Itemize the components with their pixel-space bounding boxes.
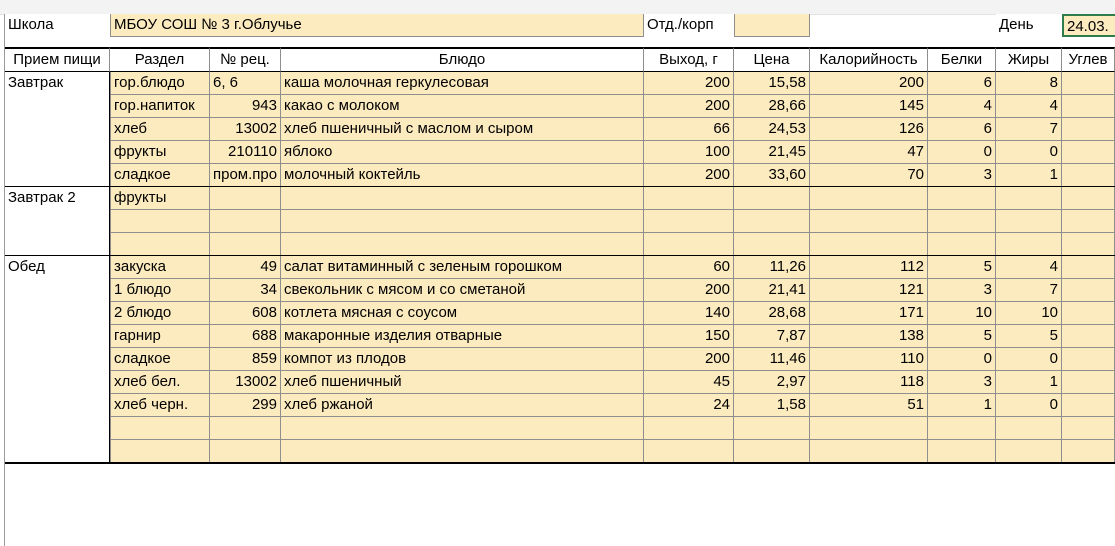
table-cell[interactable] bbox=[281, 417, 644, 440]
table-cell[interactable] bbox=[810, 233, 928, 256]
table-cell[interactable]: 0 bbox=[928, 348, 996, 371]
meal-name[interactable]: Обед bbox=[5, 256, 110, 279]
table-cell[interactable]: 24,53 bbox=[734, 118, 810, 141]
dept-label: Отд./корп bbox=[644, 14, 734, 37]
table-cell[interactable] bbox=[810, 417, 928, 440]
table-cell[interactable]: фрукты bbox=[110, 141, 210, 164]
table-cell[interactable]: 112 bbox=[810, 256, 928, 279]
table-cell[interactable] bbox=[734, 440, 810, 463]
table-cell[interactable]: 13002 bbox=[210, 118, 281, 141]
table-cell[interactable]: 7 bbox=[996, 118, 1062, 141]
table-cell[interactable]: хлеб черн. bbox=[110, 394, 210, 417]
table-cell[interactable]: 6 bbox=[928, 72, 996, 95]
table-cell[interactable]: 140 bbox=[644, 302, 734, 325]
table-cell[interactable] bbox=[810, 210, 928, 233]
table-cell[interactable]: 859 bbox=[210, 348, 281, 371]
table-cell[interactable]: 100 bbox=[644, 141, 734, 164]
table-cell-carbs[interactable] bbox=[1062, 302, 1115, 325]
table-cell-carbs[interactable] bbox=[1062, 256, 1115, 279]
table-cell[interactable]: 3 bbox=[928, 371, 996, 394]
table-cell[interactable]: 200 bbox=[644, 279, 734, 302]
table-cell[interactable] bbox=[810, 187, 928, 210]
table-cell[interactable] bbox=[281, 187, 644, 210]
table-cell[interactable]: 200 bbox=[644, 164, 734, 187]
table-cell[interactable] bbox=[644, 440, 734, 463]
table-cell[interactable]: 138 bbox=[810, 325, 928, 348]
table-cell[interactable]: 47 bbox=[810, 141, 928, 164]
table-cell-carbs[interactable] bbox=[1062, 233, 1115, 256]
table-cell[interactable] bbox=[928, 187, 996, 210]
table-cell-carbs[interactable] bbox=[1062, 440, 1115, 463]
meal-column-border bbox=[109, 256, 110, 463]
table-cell[interactable] bbox=[996, 233, 1062, 256]
table-cell[interactable]: 118 bbox=[810, 371, 928, 394]
table-cell[interactable]: 10 bbox=[928, 302, 996, 325]
day-label: День bbox=[996, 14, 1062, 37]
column-header[interactable]: Прием пищи bbox=[5, 47, 110, 72]
table-cell[interactable]: 0 bbox=[996, 348, 1062, 371]
table-cell-carbs[interactable] bbox=[1062, 371, 1115, 394]
table-cell[interactable]: 11,46 bbox=[734, 348, 810, 371]
table-cell[interactable]: 150 bbox=[644, 325, 734, 348]
table-cell[interactable]: 1 bbox=[996, 164, 1062, 187]
table-cell[interactable]: 6, 6 bbox=[210, 72, 281, 95]
table-cell[interactable] bbox=[110, 233, 210, 256]
table-cell[interactable]: яблоко bbox=[281, 141, 644, 164]
table-cell[interactable]: сладкое bbox=[110, 348, 210, 371]
table-cell[interactable]: 121 bbox=[810, 279, 928, 302]
day-value-cell[interactable]: 24.03. bbox=[1062, 14, 1115, 37]
group-separator bbox=[5, 462, 1115, 464]
table-cell[interactable] bbox=[644, 233, 734, 256]
table-cell[interactable]: 608 bbox=[210, 302, 281, 325]
table-cell[interactable]: фрукты bbox=[110, 187, 210, 210]
table-cell[interactable]: гарнир bbox=[110, 325, 210, 348]
table-cell[interactable]: 299 bbox=[210, 394, 281, 417]
table-cell[interactable]: какао с молоком bbox=[281, 95, 644, 118]
table-cell[interactable]: 34 bbox=[210, 279, 281, 302]
table-cell[interactable] bbox=[644, 187, 734, 210]
table-cell[interactable]: 200 bbox=[644, 95, 734, 118]
table-cell[interactable]: закуска bbox=[110, 256, 210, 279]
table-cell[interactable]: 49 bbox=[210, 256, 281, 279]
table-cell[interactable] bbox=[928, 210, 996, 233]
table-cell[interactable]: 33,60 bbox=[734, 164, 810, 187]
table-cell[interactable] bbox=[810, 440, 928, 463]
column-header[interactable]: Выход, г bbox=[644, 47, 734, 72]
school-name-cell[interactable]: МБОУ СОШ № 3 г.Облучье bbox=[110, 14, 644, 37]
table-cell-carbs[interactable] bbox=[1062, 417, 1115, 440]
table-cell[interactable]: макаронные изделия отварные bbox=[281, 325, 644, 348]
table-cell[interactable]: 200 bbox=[644, 348, 734, 371]
table-cell[interactable] bbox=[210, 187, 281, 210]
table-cell[interactable]: 70 bbox=[810, 164, 928, 187]
table-cell[interactable]: 1 bbox=[928, 394, 996, 417]
table-cell[interactable] bbox=[644, 210, 734, 233]
table-cell[interactable]: 15,58 bbox=[734, 72, 810, 95]
table-cell[interactable]: 60 bbox=[644, 256, 734, 279]
column-header[interactable]: Жиры bbox=[996, 47, 1062, 72]
column-header[interactable]: Раздел bbox=[110, 47, 210, 72]
table-cell[interactable]: 5 bbox=[928, 256, 996, 279]
table-cell[interactable]: 4 bbox=[996, 95, 1062, 118]
table-cell[interactable]: 51 bbox=[810, 394, 928, 417]
table-cell-carbs[interactable] bbox=[1062, 210, 1115, 233]
table-cell[interactable]: 24 bbox=[644, 394, 734, 417]
table-cell[interactable]: 45 bbox=[644, 371, 734, 394]
table-cell[interactable]: 10 bbox=[996, 302, 1062, 325]
table-cell[interactable] bbox=[210, 417, 281, 440]
table-cell[interactable] bbox=[996, 187, 1062, 210]
table-cell[interactable]: пром.про bbox=[210, 164, 281, 187]
table-cell[interactable]: 8 bbox=[996, 72, 1062, 95]
table-cell[interactable] bbox=[996, 210, 1062, 233]
table-cell[interactable] bbox=[110, 417, 210, 440]
table-cell[interactable]: 5 bbox=[996, 325, 1062, 348]
table-cell-carbs[interactable] bbox=[1062, 279, 1115, 302]
table-cell[interactable]: гор.блюдо bbox=[110, 72, 210, 95]
table-cell-carbs[interactable] bbox=[1062, 95, 1115, 118]
meal-name[interactable]: Завтрак bbox=[5, 72, 110, 95]
table-cell[interactable]: гор.напиток bbox=[110, 95, 210, 118]
dept-value-cell[interactable] bbox=[734, 14, 810, 37]
school-label: Школа bbox=[5, 14, 110, 37]
table-cell[interactable] bbox=[110, 210, 210, 233]
table-cell[interactable] bbox=[928, 233, 996, 256]
table-cell[interactable] bbox=[734, 233, 810, 256]
table-cell[interactable]: 28,68 bbox=[734, 302, 810, 325]
table-cell[interactable]: 21,41 bbox=[734, 279, 810, 302]
table-cell-carbs[interactable] bbox=[1062, 394, 1115, 417]
table-cell[interactable]: 3 bbox=[928, 164, 996, 187]
top-strip bbox=[0, 0, 1115, 15]
table-cell[interactable]: 126 bbox=[810, 118, 928, 141]
table-cell[interactable]: хлеб пшеничный с маслом и сыром bbox=[281, 118, 644, 141]
table-cell[interactable] bbox=[210, 440, 281, 463]
table-cell[interactable]: 7 bbox=[996, 279, 1062, 302]
table-cell-carbs[interactable] bbox=[1062, 118, 1115, 141]
table-cell[interactable]: 66 bbox=[644, 118, 734, 141]
table-cell[interactable]: 1 bbox=[996, 371, 1062, 394]
table-cell[interactable] bbox=[734, 210, 810, 233]
table-cell[interactable]: 145 bbox=[810, 95, 928, 118]
table-cell[interactable]: молочный коктейль bbox=[281, 164, 644, 187]
column-header[interactable]: Калорийность bbox=[810, 47, 928, 72]
table-cell[interactable]: 11,26 bbox=[734, 256, 810, 279]
table-cell[interactable]: салат витаминный с зеленым горошком bbox=[281, 256, 644, 279]
table-cell[interactable] bbox=[210, 210, 281, 233]
table-cell[interactable]: 200 bbox=[644, 72, 734, 95]
table-cell[interactable]: 6 bbox=[928, 118, 996, 141]
table-cell[interactable] bbox=[734, 417, 810, 440]
table-cell[interactable]: 28,66 bbox=[734, 95, 810, 118]
table-cell[interactable]: котлета мясная с соусом bbox=[281, 302, 644, 325]
table-cell[interactable]: 200 bbox=[810, 72, 928, 95]
table-cell[interactable]: 13002 bbox=[210, 371, 281, 394]
column-header[interactable]: № рец. bbox=[210, 47, 281, 72]
table-cell[interactable] bbox=[996, 417, 1062, 440]
column-header[interactable]: Белки bbox=[928, 47, 996, 72]
table-cell-carbs[interactable] bbox=[1062, 164, 1115, 187]
column-header[interactable]: Блюдо bbox=[281, 47, 644, 72]
table-cell[interactable]: 0 bbox=[928, 141, 996, 164]
meal-name[interactable]: Завтрак 2 bbox=[5, 187, 110, 210]
table-cell[interactable]: 21,45 bbox=[734, 141, 810, 164]
table-cell[interactable]: 7,87 bbox=[734, 325, 810, 348]
table-cell[interactable]: хлеб пшеничный bbox=[281, 371, 644, 394]
table-cell[interactable]: свекольник с мясом и со сметаной bbox=[281, 279, 644, 302]
table-cell[interactable]: 110 bbox=[810, 348, 928, 371]
table-cell[interactable]: 2 блюдо bbox=[110, 302, 210, 325]
table-cell[interactable] bbox=[281, 210, 644, 233]
table-cell-carbs[interactable] bbox=[1062, 187, 1115, 210]
table-cell[interactable] bbox=[928, 417, 996, 440]
table-cell[interactable]: 688 bbox=[210, 325, 281, 348]
table-cell-carbs[interactable] bbox=[1062, 72, 1115, 95]
table-cell[interactable] bbox=[281, 440, 644, 463]
table-cell[interactable]: 0 bbox=[996, 141, 1062, 164]
table-cell-carbs[interactable] bbox=[1062, 141, 1115, 164]
table-cell[interactable]: 2,97 bbox=[734, 371, 810, 394]
table-cell[interactable]: компот из плодов bbox=[281, 348, 644, 371]
meal-column-border bbox=[109, 72, 110, 187]
table-cell-carbs[interactable] bbox=[1062, 325, 1115, 348]
table-cell[interactable]: 3 bbox=[928, 279, 996, 302]
table-cell[interactable]: 5 bbox=[928, 325, 996, 348]
table-cell[interactable]: сладкое bbox=[110, 164, 210, 187]
table-cell[interactable]: 171 bbox=[810, 302, 928, 325]
table-cell[interactable]: 1 блюдо bbox=[110, 279, 210, 302]
table-cell[interactable]: хлеб бел. bbox=[110, 371, 210, 394]
column-header[interactable]: Углев bbox=[1062, 47, 1115, 72]
table-cell[interactable]: 0 bbox=[996, 394, 1062, 417]
table-cell[interactable]: 4 bbox=[928, 95, 996, 118]
meal-column-border bbox=[109, 187, 110, 256]
table-cell[interactable]: 4 bbox=[996, 256, 1062, 279]
table-cell[interactable]: хлеб bbox=[110, 118, 210, 141]
table-cell[interactable] bbox=[110, 440, 210, 463]
table-cell-carbs[interactable] bbox=[1062, 348, 1115, 371]
table-cell[interactable] bbox=[928, 440, 996, 463]
table-cell[interactable] bbox=[210, 233, 281, 256]
column-header[interactable]: Цена bbox=[734, 47, 810, 72]
table-cell[interactable] bbox=[996, 440, 1062, 463]
table-cell[interactable] bbox=[644, 417, 734, 440]
table-cell[interactable]: 210110 bbox=[210, 141, 281, 164]
table-cell[interactable]: 1,58 bbox=[734, 394, 810, 417]
table-cell[interactable] bbox=[281, 233, 644, 256]
table-cell[interactable]: каша молочная геркулесовая bbox=[281, 72, 644, 95]
table-cell[interactable]: хлеб ржаной bbox=[281, 394, 644, 417]
table-cell[interactable]: 943 bbox=[210, 95, 281, 118]
table-cell[interactable] bbox=[734, 187, 810, 210]
